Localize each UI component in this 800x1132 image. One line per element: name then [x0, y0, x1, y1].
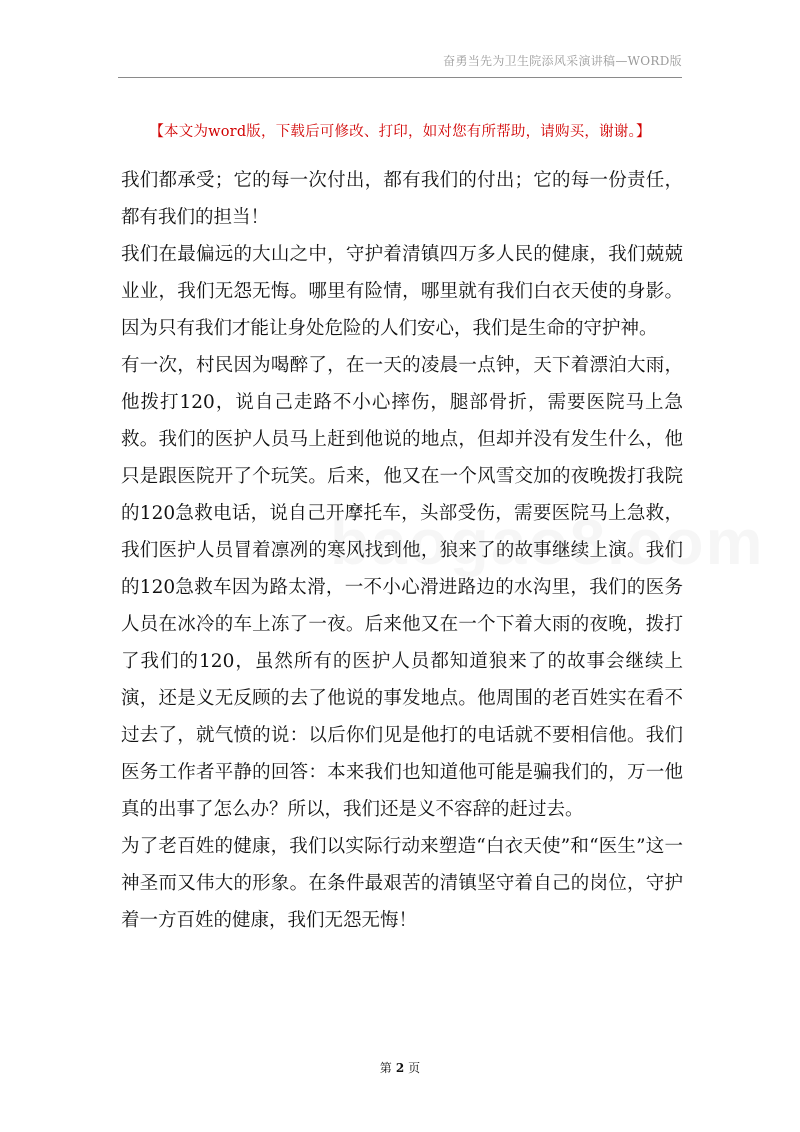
page-label-suffix: 页 — [408, 1061, 421, 1075]
paragraph-3: 有一次，村民因为喝醉了，在一天的凌晨一点钟，天下着漂泊大雨，他拨打120，说自己走路不小心摔伤，腿部骨折，需要医院马上急救。我们的医护人员马上赶到他说的地点，但却并没有发生什么，他只是跟医院开了个玩笑。后来，他又在一个风雪交加的夜晚拨打我院的120急救电话，说自己开摩托车，头部受伤，需要医院马上急救，我们医护人员冒着凛冽的寒风找到他，狼来了的故事继续上演。我们的120急救车因为路太滑，一不小心滑进路边的水沟里，我们的医务人员在冰冷的车上冻了一夜。后来他又在一个下着大雨的夜晚，拨打了我们的120，虽然所有的医护人员都知道狼来了的故事会继续上演，还是义无反顾的去了他说的事发地点。他周围的老百姓实在看不过去了，就气愤的说：以后你们见是他打的电话就不要相信他。我们医务工作者平静的回答：本来我们也知道他可能是骗我们的，万一他真的出事了怎么办？所以，我们还是义不容辞的赶过去。 — [121, 355, 683, 820]
page-label-prefix: 第 — [379, 1061, 392, 1075]
paragraph-1: 我们都承受；它的每一次付出，都有我们的付出；它的每一份责任，都有我们的担当！ — [121, 170, 683, 228]
page-number: 2 — [395, 1061, 405, 1075]
header-divider — [118, 77, 682, 78]
download-notice: 【本文为word版，下载后可修改、打印，如对您有所帮助，请购买，谢谢。】 — [149, 124, 651, 140]
page-footer — [0, 1059, 800, 1076]
paragraph-4: 为了老百姓的健康，我们以实际行动来塑造“白衣天使”和“医生”这一神圣而又伟大的形象。在条件最艰苦的清镇坚守着自己的岗位，守护着一方百姓的健康，我们无怨无悔！ — [121, 836, 683, 931]
paragraph-2: 我们在最偏远的大山之中，守护着清镇四万多人民的健康，我们兢兢业业，我们无怨无悔。哪里有险情，哪里就有我们白衣天使的身影。因为只有我们才能让身处危险的人们安心，我们是生命的守护神。 — [121, 244, 683, 339]
document-header: 奋勇当先为卫生院添风采演讲稿—WORD版 — [443, 54, 682, 68]
document-body — [121, 162, 683, 939]
